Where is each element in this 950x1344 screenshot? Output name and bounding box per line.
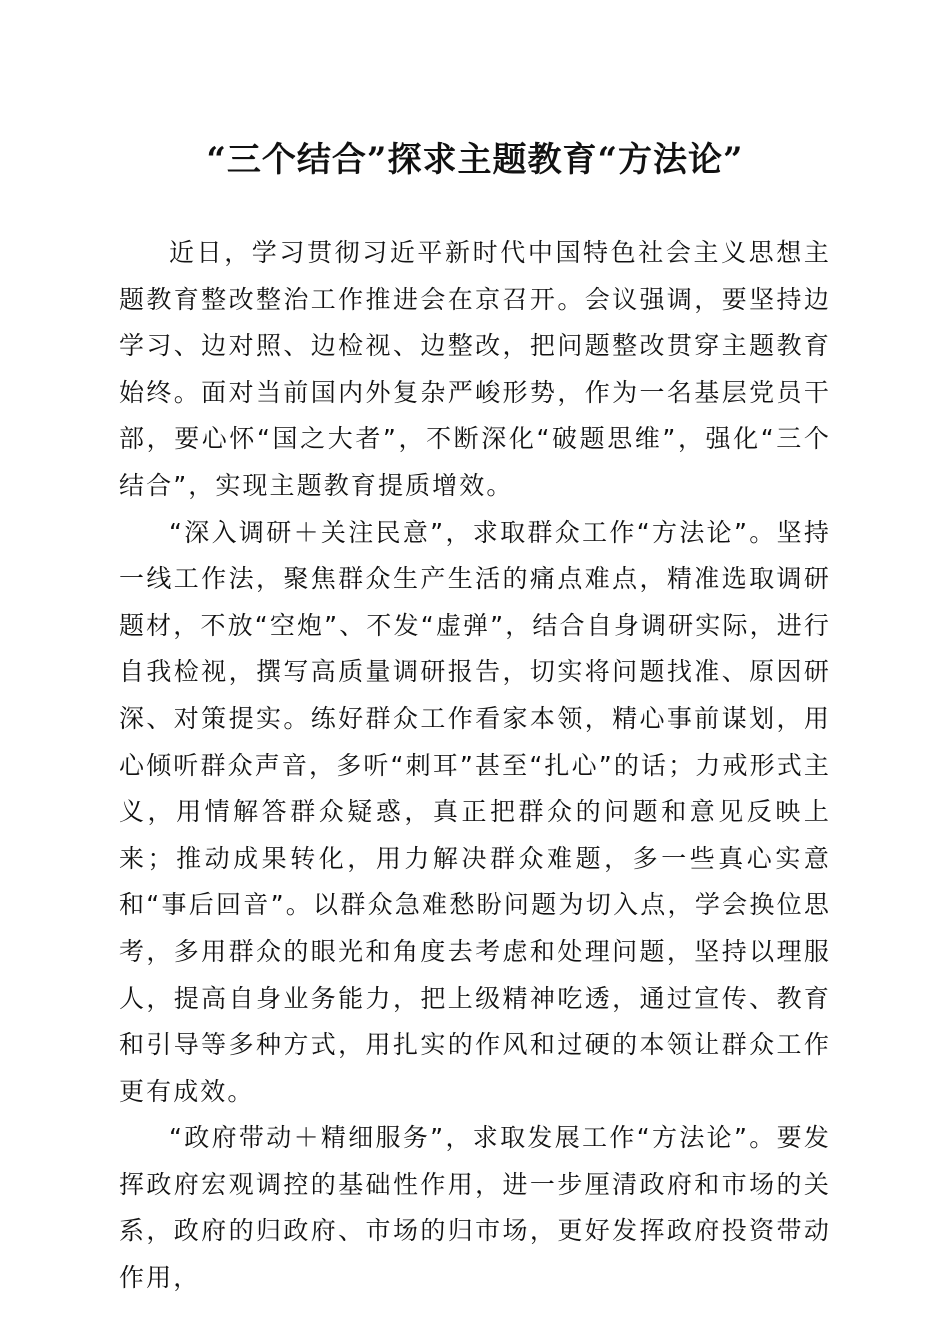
paragraph-mass-work: “深入调研＋关注民意”，求取群众工作“方法论”。坚持一线工作法，聚焦群众生产生活的痛点难点，精准选取调研题材，不放“空炮”、不发“虚弹”，结合自身调研实际，进行自我检视，撰写高质量调研报告，切实将问题找准、原因研深、对策提实。练好群众工作看家本领，精心事前谋划，用心倾听群众声音，多听“刺耳”甚至“扎心”的话；力戒形式主义，用情解答群众疑惑，真正把群众的问题和意见反映上来；推动成果转化，用力解决群众难题，多一些真心实意和“事后回音”。以群众急难愁盼问题为切入点，学会换位思考，多用群众的眼光和角度去考虑和处理问题，坚持以理服人，提高自身业务能力，把上级精神吃透，通过宣传、教育和引导等多种方式，用扎实的作风和过硬的本领让群众工作更有成效。 bbox=[119, 517, 831, 1106]
paragraph-intro: 近日，学习贯彻习近平新时代中国特色社会主义思想主题教育整改整治工作推进会在京召开。会议强调，要坚持边学习、边对照、边检视、边整改，把问题整改贯穿主题教育始终。面对当前国内外复杂严峻形势，作为一名基层党员干部，要心怀“国之大者”，不断深化“破题思维”，强化“三个结合”，实现主题教育提质增效。 bbox=[119, 238, 831, 500]
document-body bbox=[119, 230, 831, 1302]
document-title: “三个结合”探求主题教育“方法论” bbox=[206, 140, 744, 180]
paragraph-development-work: “政府带动＋精细服务”，求取发展工作“方法论”。要发挥政府宏观调控的基础性作用，进一步厘清政府和市场的关系，政府的归政府、市场的归市场，更好发挥政府投资带动作用， bbox=[119, 1123, 831, 1293]
